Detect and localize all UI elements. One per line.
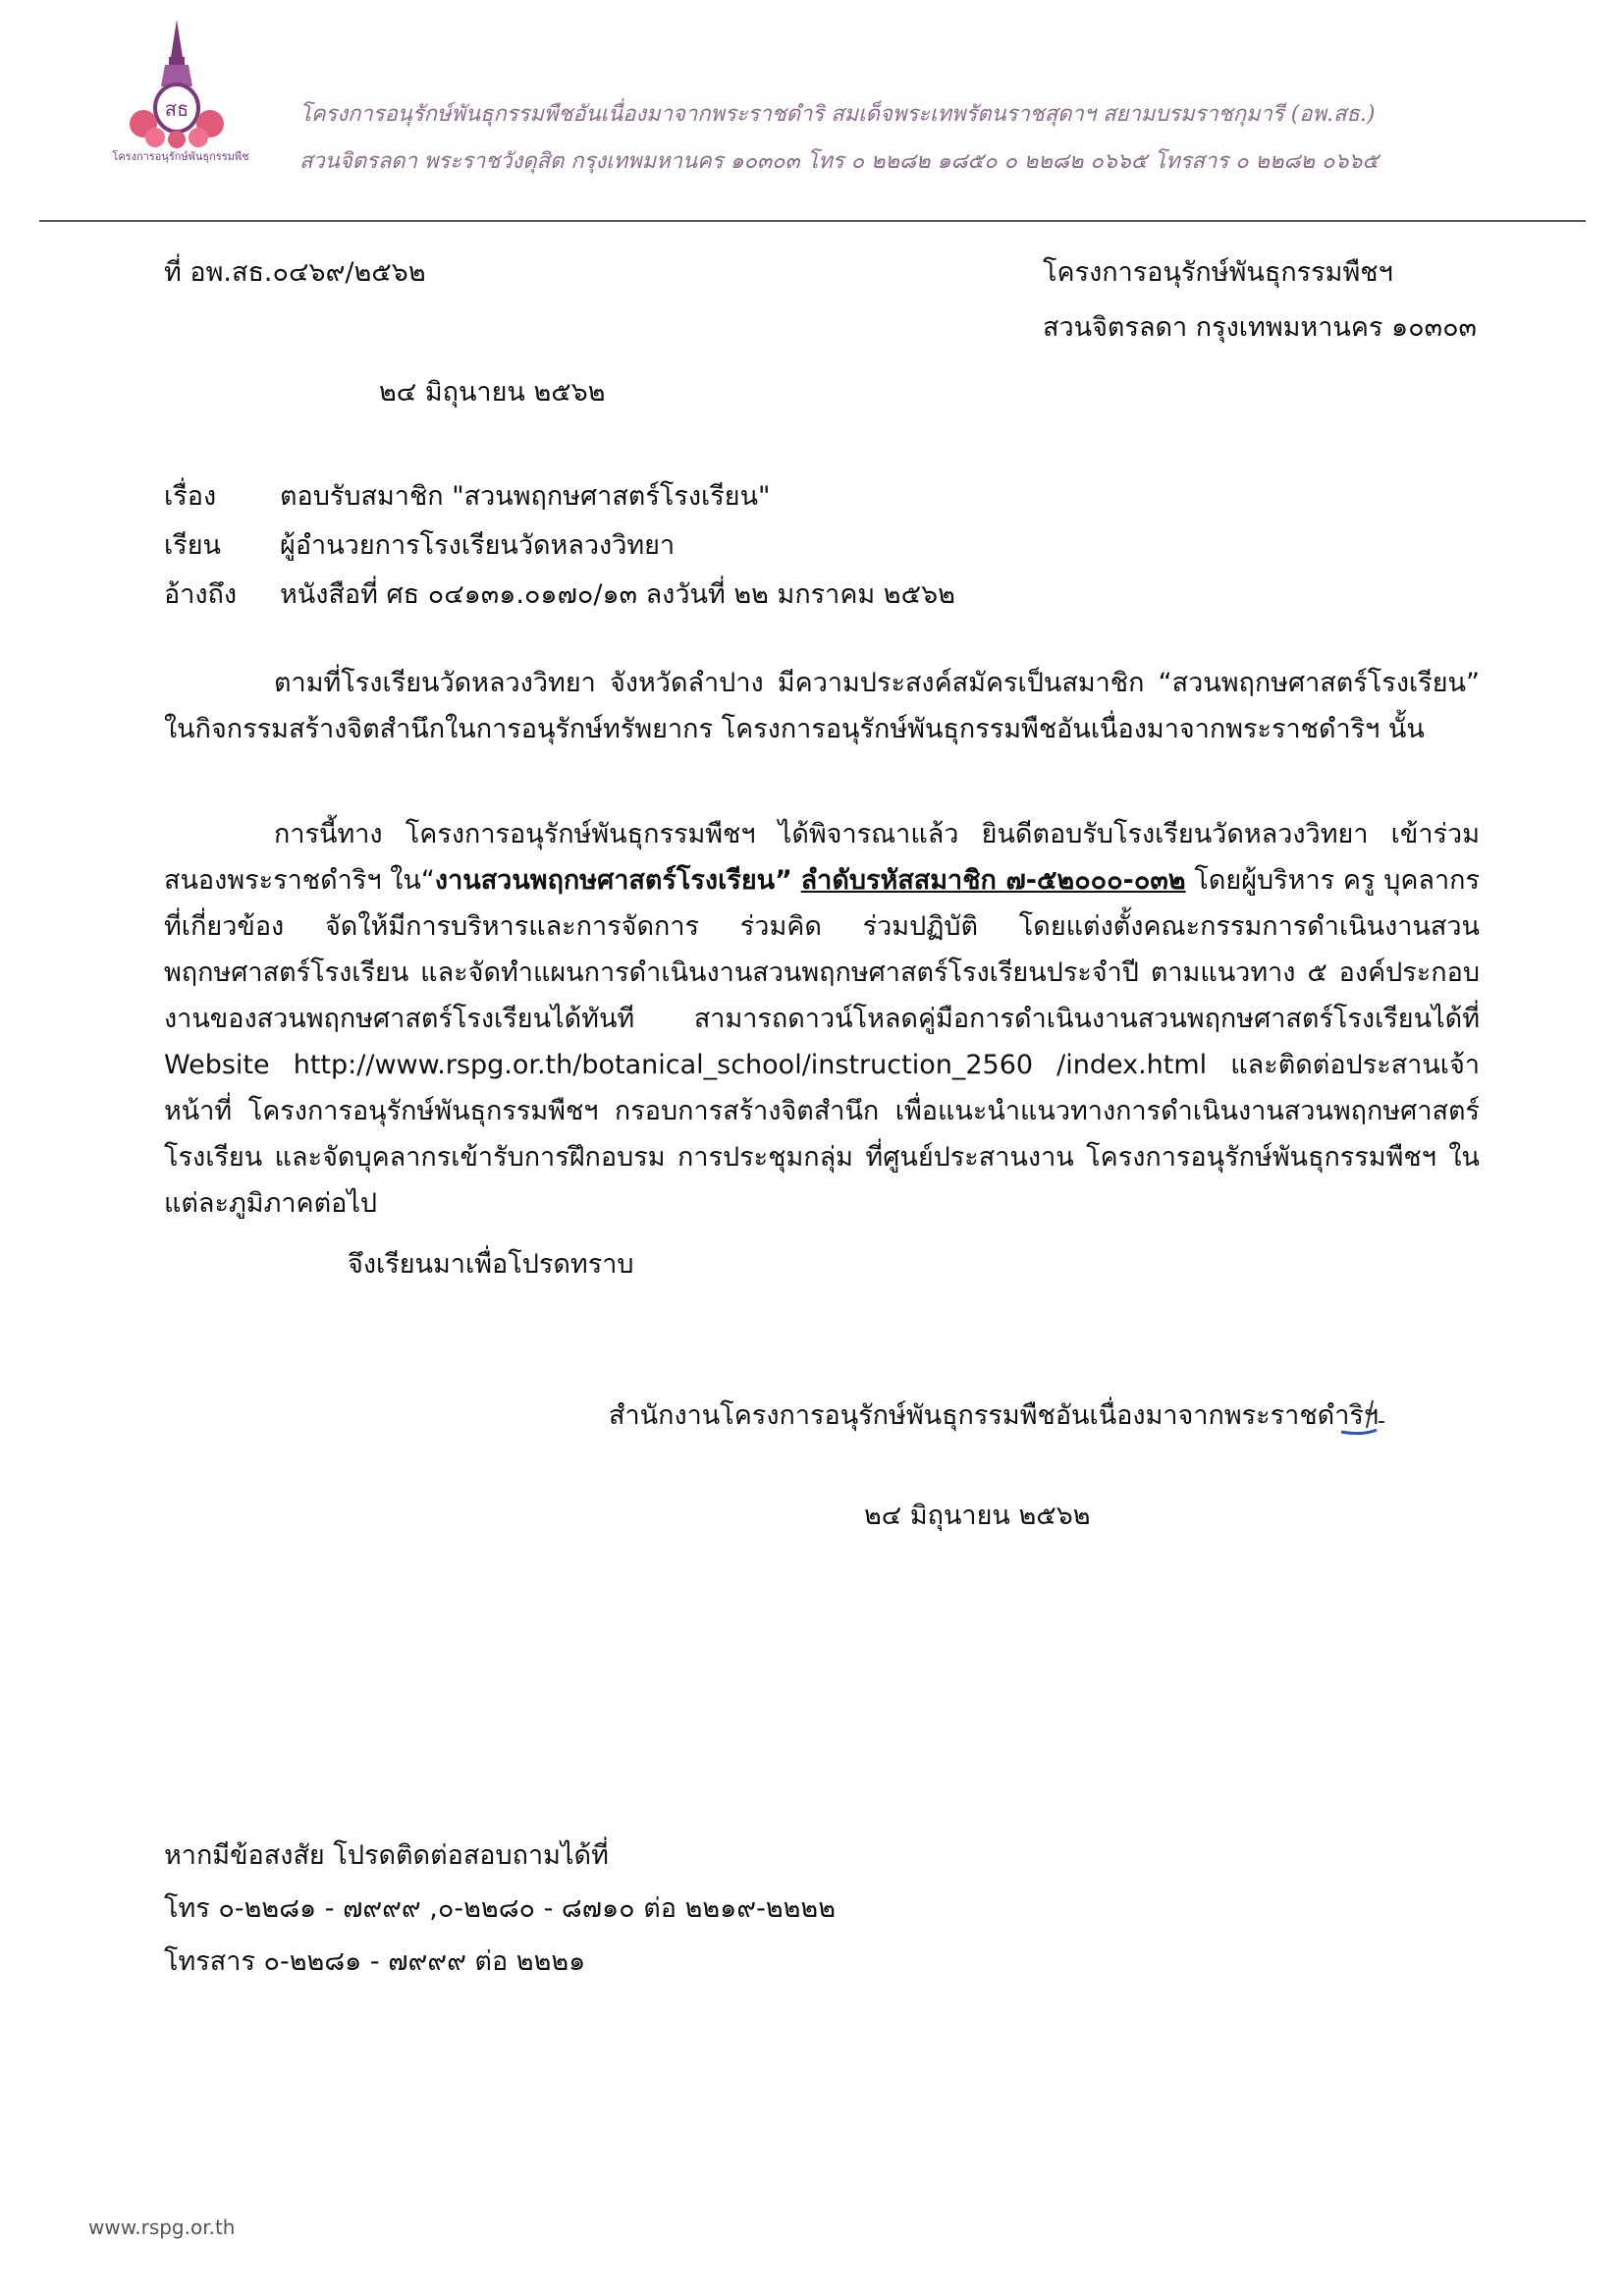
header-divider [39, 220, 1586, 222]
svg-text:สธ: สธ [164, 97, 189, 121]
paragraph-2-text-b: โดยผู้บริหาร ครู บุคลากรที่เกี่ยวข้อง จัดให้มีการบริหารและการจัดการ ร่วมคิด ร่วมปฏิบัติ โดยแต่งตั้งคณะกรรมการดำเนินงานสวนพฤกษศาสตร์โรงเรียน และจัดทำแผนการดำเนินงานสวนพฤกษศาสตร์โรงเรียนประจำปี ตามแนวทาง ๕ องค์ประกอบงานของสวนพฤกษศาสตร์โรงเรียนได้ทันที สามารถดาวน์โหลดคู่มือการดำเนินงานสวนพฤกษศาสตร์โรงเรียนได้ที่ Website http://www.rspg.or.th/botanical_school/instruction_2560 /index.html และติดต่อประสานเจ้าหน้าที่ โครงการอนุรักษ์พันธุกรรมพืชฯ กรอบการสร้างจิตสำนึก เพื่อแนะนำแนวทางการดำเนินงานสวนพฤกษศาสตร์โรงเรียน และจัดบุคลากรเข้ารับการฝึกอบรม การประชุมกลุ่ม ที่ศูนย์ประสานงาน โครงการอนุรักษ์พันธุกรรมพืชฯ ในแต่ละภูมิภาคต่อไป [164, 865, 1480, 1219]
signature-date: ๒๔ มิถุนายน ๒๕๖๒ [864, 1501, 1091, 1531]
subject-label: เรื่อง [164, 481, 217, 512]
signature-mark [1333, 1393, 1392, 1442]
reference-row [164, 579, 955, 611]
contact-heading: หากมีข้อสงสัย โปรดติดต่อสอบถามได้ที่ [164, 1840, 609, 1871]
sender-line-1: โครงการอนุรักษ์พันธุกรรมพืชฯ [1043, 257, 1393, 288]
to-value: ผู้อำนวยการโรงเรียนวัดหลวงวิทยา [280, 530, 676, 561]
rspg-logo [98, 18, 255, 165]
contact-phone: โทร ๐-๒๒๘๑ - ๗๙๙๙ ,๐-๒๒๘๐ - ๘๗๑๐ ต่อ ๒๒๑๙-๒๒๒๒ [164, 1893, 837, 1924]
to-label: เรียน [164, 530, 222, 561]
logo-caption: โครงการอนุรักษ์พันธุกรรมพืช [112, 150, 249, 163]
subject-value: ตอบรับสมาชิก "สวนพฤกษศาสตร์โรงเรียน" [280, 481, 771, 512]
member-code: ลำดับรหัสสมาชิก ๗-๕๒๐๐๐-๐๓๒ [800, 865, 1186, 896]
body-paragraph-1 [164, 660, 1480, 752]
letterhead-line-1: โครงการอนุรักษ์พันธุกรรมพืชอันเนื่องมาจากพระราชดำริ สมเด็จพระเทพรัตนราชสุดาฯ สยามบรมราชกุมารี (อพ.สธ.) [299, 102, 1376, 127]
reference-number: ที่ อพ.สธ.๐๔๖๙/๒๕๖๒ [164, 257, 426, 288]
sender-line-2: สวนจิตรลดา กรุงเทพมหานคร ๑๐๓๐๓ [1043, 312, 1478, 343]
closing-line: จึงเรียนมาเพื่อโปรดทราบ [348, 1249, 634, 1280]
paragraph-1-text: ตามที่โรงเรียนวัดหลวงวิทยา จังหวัดลำปาง มีความประสงค์สมัครเป็นสมาชิก “สวนพฤกษศาสตร์โรงเรียน” ในกิจกรรมสร้างจิตสำนึกในการอนุรักษ์ทรัพยากร โครงการอนุรักษ์พันธุกรรมพืชอันเนื่องมาจากพระราชดำริฯ นั้น [164, 668, 1480, 744]
body-paragraph-2 [164, 811, 1480, 1227]
footer-website: www.rspg.or.th [88, 2215, 236, 2239]
letter-date: ๒๔ มิถุนายน ๒๕๖๒ [379, 377, 606, 408]
subject-row [164, 481, 770, 513]
reference-value: หนังสือที่ ศธ ๐๔๑๓๑.๐๑๗๐/๑๓ ลงวันที่ ๒๒ มกราคม ๒๕๖๒ [280, 579, 955, 610]
to-row [164, 530, 675, 562]
paragraph-2-text-a: การนี้ทาง โครงการอนุรักษ์พันธุกรรมพืชฯ ได้พิจารณาแล้ว ยินดีตอบรับโรงเรียนวัดหลวงวิทยา เข้าร่วมสนองพระราชดำริฯ ใน“ [164, 819, 1480, 896]
paragraph-2-bold: งานสวนพฤกษศาสตร์โรงเรียน” [434, 865, 792, 896]
signature-office: สำนักงานโครงการอนุรักษ์พันธุกรรมพืชอันเนื่องมาจากพระราชดำริฯ [609, 1400, 1380, 1431]
contact-fax: โทรสาร ๐-๒๒๘๑ - ๗๙๙๙ ต่อ ๒๒๒๑ [164, 1946, 586, 1977]
letterhead-line-2: สวนจิตรลดา พระราชวังดุสิต กรุงเทพมหานคร ๑๐๓๐๓ โทร ๐ ๒๒๘๒ ๑๘๕๐ ๐ ๒๒๘๒ ๐๖๖๕ โทรสาร ๐ ๒๒๘๒ ๐๖๖๕ [299, 149, 1380, 174]
reference-label: อ้างถึง [164, 579, 238, 610]
